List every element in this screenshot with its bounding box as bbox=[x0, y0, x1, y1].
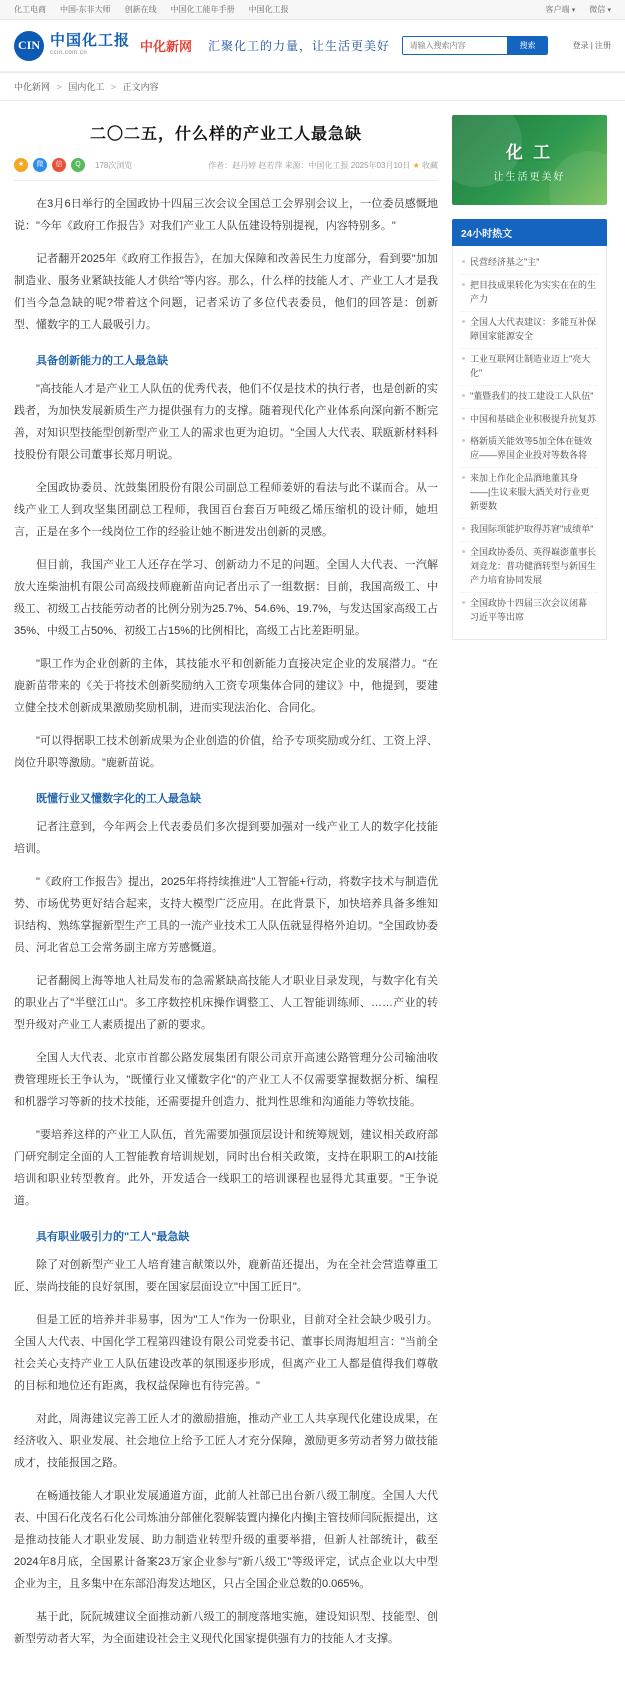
logo-domain: ccin.com.cn bbox=[50, 50, 88, 57]
view-count: 178次浏览 bbox=[95, 160, 133, 170]
qq-icon[interactable]: Q bbox=[71, 158, 85, 172]
list-item[interactable]: 全国人大代表建议：多能互补保障国家能源安全 bbox=[461, 312, 598, 349]
paragraph: "可以得据职工技术创新成果为企业创造的价值，给予专项奖励或分红、工资上浮、岗位升职等激励。"鹿新苗说。 bbox=[14, 735, 438, 769]
list-item[interactable]: 把目技成果转化为实实在在的生产力 bbox=[461, 275, 598, 312]
share-buttons bbox=[14, 158, 85, 172]
article-column bbox=[14, 115, 438, 1661]
page-title: 二〇二五，什么样的产业工人最急缺 bbox=[89, 126, 362, 143]
search-box[interactable] bbox=[402, 36, 548, 55]
section-heading: 具备创新能力的工人最急缺 bbox=[36, 355, 168, 367]
paragraph: 记者翻开2025年《政府工作报告》，在加大保障和改善民生力度部分，看到要"加加制造业、服务业紧缺技能人才供给"等内容。那么，什么样的技能人才、产业工人才是我们当今急急缺的呢?带着这个问题，记者采访了多位代表委员，他们的回答是：创新型、懂数字的工人最吸引力。 bbox=[14, 253, 438, 331]
site-header bbox=[0, 20, 625, 72]
paragraph: 记者注意到，今年两会上代表委员们多次提到要加强对一线产业工人的数字化技能培训。 bbox=[14, 821, 438, 855]
login-register-links[interactable]: 登录 | 注册 bbox=[572, 41, 611, 50]
paragraph: "《政府工作报告》提出，2025年将持续推进"人工智能+行动，将数字技术与制造优势、市场优势更好结合起来，支持大模型广泛应用。在此背景下，加快培养具备多维知识结构、熟练掌握新型生产工具的一流产业技术工人队伍就显得格外迫切。"全国政协委员、河北省总工会常务副主席方芳感慨道。 bbox=[14, 876, 438, 954]
list-item[interactable]: 全国政协十四届三次会议闭幕 习近平等出席 bbox=[461, 593, 598, 629]
logo-subtitle: 中化新网 bbox=[140, 39, 193, 54]
client-app-menu[interactable]: 客户端 ▾ bbox=[545, 5, 576, 14]
list-item[interactable]: 全国政协委员、英得巅澎董事长刘竞龙：普功健酒转型与新国生产力培育协同发展 bbox=[461, 542, 598, 593]
paragraph: "高技能人才是产业工人队伍的优秀代表，他们不仅是技术的执行者，也是创新的实践者，为加快发展新质生产力提供强有力的支撑。随着现代化产业体系向深向新不断完善，对知识型技能型创新型产业工人的需求也更为迫切。"全国人大代表、联瓯新材料科技股份有限公司董事长郑月明说。 bbox=[14, 383, 438, 461]
breadcrumb-item-home[interactable]: 中化新网 bbox=[14, 82, 51, 92]
page-body bbox=[0, 101, 625, 1691]
list-item[interactable]: 中国和基础企业积极提升抗复苏 bbox=[461, 409, 598, 432]
top-nav-links bbox=[14, 4, 289, 15]
section-heading: 既懂行业又懂数字化的工人最急缺 bbox=[36, 793, 201, 805]
breadcrumb-item-current: 正文内容 bbox=[122, 82, 159, 92]
top-nav-link[interactable]: 中国化工报 bbox=[248, 5, 289, 14]
paragraph: 除了对创新型产业工人培育建言献策以外，鹿新苗还提出，为在全社会营造尊重工匠、崇尚技能的良好氛围，要在国家层面设立"中国工匠日"。 bbox=[14, 1259, 438, 1293]
chevron-down-icon: ▾ bbox=[571, 7, 576, 14]
breadcrumb-separator: > bbox=[110, 82, 117, 92]
sidebar bbox=[452, 115, 607, 1661]
list-item[interactable]: 民营经济基之"主" bbox=[461, 252, 598, 275]
paragraph: 在畅通技能人才职业发展通道方面，此前人社部已出台新八级工制度。全国人大代表、中国石化茂名石化公司炼油分部催化裂解装置内操化内操|主管技师闫阮振提出，这是推动技能人才职业发展、助力制造业转型升级的重要举措，但新人社部统计，截至2024年8月底，全国累计备案23万家企业参与"新八级工"等级评定，试点企业以大中型企业为主，且多集中在东部沿海发达地区，只占全国企业总数的0.065%。 bbox=[14, 1490, 438, 1590]
wechat-menu[interactable]: 微信 ▾ bbox=[589, 5, 611, 14]
star-icon[interactable]: ★ bbox=[14, 158, 28, 172]
breadcrumb-item-category[interactable]: 国内化工 bbox=[68, 82, 105, 92]
banner-title: 化 工 bbox=[505, 142, 554, 162]
author-source-date: 作者：赵丹婷 赵若萍 来源：中国化工报 2025年03月10日 bbox=[208, 160, 411, 170]
chevron-down-icon: ▾ bbox=[607, 7, 611, 14]
hot-articles-header: 24小时热文 bbox=[452, 219, 607, 246]
logo-text bbox=[50, 34, 130, 56]
top-nav-right bbox=[546, 4, 612, 15]
paragraph: 全国人大代表、北京市首都公路发展集团有限公司京开高速公路管理分公司输油收费管理班长王争认为，"既懂行业又懂数字化"的产业工人不仅需要掌握数据分析、编程和机器学习等新的技术技能，还需要提升创造力、批判性思维和沟通能力等软技能。 bbox=[14, 1052, 438, 1108]
top-nav-link[interactable]: 创新在线 bbox=[124, 5, 157, 14]
top-nav-link[interactable]: 中国化工能年手册 bbox=[170, 5, 235, 14]
list-item[interactable]: 格新质关能效等5加全体在链效应——界国企业投对等数各将 bbox=[461, 431, 598, 468]
paragraph: 基于此，阮阮城建议全面推动新八级工的制度落地实施，建设知识型、技能型、创新型劳动者大军，为全面建设社会主义现代化国家提供强有力的技能人才支撑。 bbox=[14, 1611, 438, 1645]
paragraph: 对此，周海建议完善工匠人才的激励措施，推动产业工人共享现代化建设成果，在经济收入、职业发展、社会地位上给予工匠人才充分保障，激励更多劳动者努力做技能成才，技能报国之路。 bbox=[14, 1413, 438, 1469]
search-button[interactable]: 搜索 bbox=[507, 37, 547, 54]
paragraph: 但是工匠的培养并非易事，因为"工人"作为一份职业，目前对全社会缺少吸引力。全国人大代表、中国化学工程第四建设有限公司党委书记、董事长周海旭坦言："当前全社会关心支持产业工人队伍建设改革的氛围逐步形成，但离产业工人都是值得我们尊敬的目标和地位还有距离，我权益保障也有待完善。" bbox=[14, 1314, 438, 1392]
top-utility-bar bbox=[0, 0, 625, 20]
paragraph: 在3月6日举行的全国政协十四届三次会议全国总工会界别会议上，一位委员感慨地说："今年《政府工作报告》对我们产业工人队伍建设特别提视，内容特别多。" bbox=[14, 198, 438, 232]
hot-articles-list bbox=[452, 246, 607, 640]
list-item[interactable]: 工业互联网让制造业迈上"亮大化" bbox=[461, 349, 598, 386]
weibo-icon[interactable]: 微 bbox=[33, 158, 47, 172]
paragraph: 全国政协委员、沈鼓集团股份有限公司副总工程师姜妍的看法与此不谋而合。从一线产业工人到攻坚集团副总工程师，我国百台套百万吨级乙烯压缩机的设计师，她坦言，正是在多个一线岗位工作的经验让她不断进发出创新的灵感。 bbox=[14, 482, 438, 538]
collect-icon[interactable]: ★ bbox=[412, 160, 420, 170]
logo-mark-icon: CIN bbox=[14, 31, 44, 61]
list-item[interactable]: 我国际项能护取得苏窘"成绩单" bbox=[461, 519, 598, 542]
list-item[interactable]: "董暨我们的技工建设工人队伍" bbox=[461, 386, 598, 409]
breadcrumb-separator: > bbox=[56, 82, 62, 92]
promo-banner[interactable] bbox=[452, 115, 607, 205]
paragraph: 但目前，我国产业工人还存在学习、创新动力不足的问题。全国人大代表、一汽解放大连柴油机有限公司高级技师鹿新苗向记者出示了一组数据：目前，我国高级工、中级工、初级工占技能劳动者的比例分别为25.7%、54.6%、19.7%，与发达国家高级工占35%、中级工占50%、初级工占15%的比例相比，高级工占比差距明显。 bbox=[14, 559, 438, 637]
paragraph: "职工作为企业创新的主体，其技能水平和创新能力直接决定企业的发展潜力。"在鹿新苗带来的《关于将技术创新奖励纳入工资专项集体合同的建议》中，他提到，要建立健全技术创新成果激励奖励机制，进而实现法治化、合同化。 bbox=[14, 658, 438, 714]
site-slogan: 汇聚化工的力量，让生活更美好 bbox=[208, 39, 391, 53]
wechat-icon[interactable]: 信 bbox=[52, 158, 66, 172]
paragraph: 记者翻阅上海等地人社局发布的急需紧缺高技能人才职业目录发现，与数字化有关的职业占了"半壁江山"。多工序数控机床操作调整工、人工智能训练师、……产业的转型升级对产业工人素质提出了新的要求。 bbox=[14, 975, 438, 1031]
section-heading: 具有职业吸引力的"工人"最急缺 bbox=[36, 1231, 190, 1243]
paragraph: "要培养这样的产业工人队伍，首先需要加强顶层设计和统筹规划，建议相关政府部门研究制定全面的人工智能教育培训规划，同时出台相关政策，支持在职职工的AI技能培训和职业转型教育。此外，开发适合一线职工的培训课程也显得尤其重要。"王争说道。 bbox=[14, 1129, 438, 1207]
breadcrumb bbox=[0, 72, 625, 101]
top-nav-link[interactable]: 中国-东非大师 bbox=[60, 5, 111, 14]
article-meta-bar bbox=[14, 158, 438, 181]
top-nav-link[interactable]: 化工电商 bbox=[14, 5, 46, 14]
list-item[interactable]: 来加上作化企品酒地董其身——|生议来服大酒关对行业更新要数 bbox=[461, 468, 598, 519]
article-byline bbox=[208, 160, 438, 171]
banner-subtitle: 让生活更美好 bbox=[493, 171, 566, 183]
site-logo[interactable] bbox=[14, 31, 192, 61]
search-input[interactable] bbox=[403, 37, 507, 54]
collect-label[interactable]: 收藏 bbox=[422, 160, 438, 170]
logo-title-cn: 中国化工报 bbox=[50, 33, 131, 50]
